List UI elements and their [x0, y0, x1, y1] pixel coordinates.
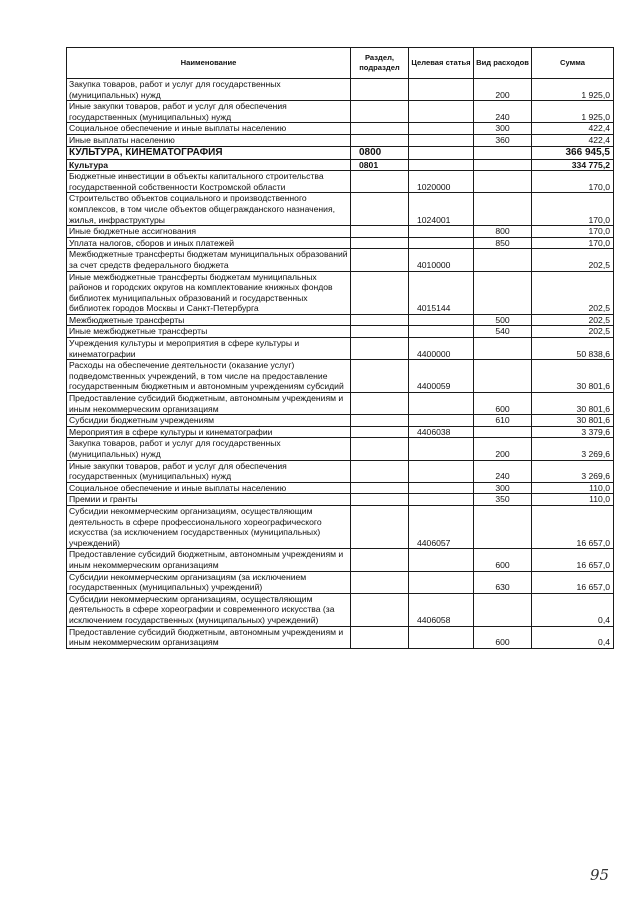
cell-name: Учреждения культуры и мероприятия в сфере культуры и кинематографии	[67, 338, 351, 360]
cell-name: Культура	[67, 159, 351, 171]
table-row	[67, 438, 614, 460]
cell-name: Строительство объектов социального и производственного комплексов, в том числе объектов общегражданского назначения, жилья, инфраструктуры	[67, 193, 351, 226]
cell-section: 0800	[351, 146, 409, 159]
cell-amount: 202,5	[532, 326, 614, 338]
cell-section	[351, 226, 409, 238]
table-row	[67, 415, 614, 427]
cell-section	[351, 460, 409, 482]
cell-name: Социальное обеспечение и иные выплаты населению	[67, 482, 351, 494]
cell-target	[409, 101, 474, 123]
cell-name: Премии и гранты	[67, 494, 351, 506]
cell-section	[351, 326, 409, 338]
cell-name: Социальное обеспечение и иные выплаты населению	[67, 123, 351, 135]
cell-type	[474, 360, 532, 393]
cell-amount: 170,0	[532, 237, 614, 249]
cell-name: Иные бюджетные ассигнования	[67, 226, 351, 238]
cell-name: Субсидии некоммерческим организациям (за исключением государственных (муниципальных) учреждений)	[67, 571, 351, 593]
header-section: Раздел, подраздел	[351, 48, 409, 79]
table-row	[67, 626, 614, 648]
table-row	[67, 79, 614, 101]
header-amount: Сумма	[532, 48, 614, 79]
table-row	[67, 338, 614, 360]
cell-amount: 422,4	[532, 123, 614, 135]
cell-name: Иные закупки товаров, работ и услуг для обеспечения государственных (муниципальных) нужд	[67, 460, 351, 482]
cell-amount: 3 269,6	[532, 460, 614, 482]
cell-type	[474, 193, 532, 226]
cell-amount: 3 379,6	[532, 426, 614, 438]
cell-section	[351, 426, 409, 438]
cell-target	[409, 226, 474, 238]
cell-section	[351, 482, 409, 494]
cell-amount: 30 801,6	[532, 393, 614, 415]
cell-type: 600	[474, 549, 532, 571]
cell-name: Мероприятия в сфере культуры и кинематографии	[67, 426, 351, 438]
cell-amount: 110,0	[532, 494, 614, 506]
cell-target: 4015144	[409, 271, 474, 314]
cell-section	[351, 134, 409, 146]
header-name: Наименование	[67, 48, 351, 79]
table-row	[67, 593, 614, 626]
cell-type: 300	[474, 482, 532, 494]
cell-section	[351, 626, 409, 648]
cell-amount: 202,5	[532, 314, 614, 326]
table-row	[67, 171, 614, 193]
cell-amount: 1 925,0	[532, 101, 614, 123]
cell-section	[351, 314, 409, 326]
cell-type: 800	[474, 226, 532, 238]
cell-name: Закупка товаров, работ и услуг для государственных (муниципальных) нужд	[67, 438, 351, 460]
cell-type: 240	[474, 101, 532, 123]
cell-target	[409, 314, 474, 326]
table-row	[67, 482, 614, 494]
cell-amount: 202,5	[532, 249, 614, 271]
table-row	[67, 505, 614, 548]
cell-target	[409, 146, 474, 159]
cell-name: Предоставление субсидий бюджетным, автономным учреждениям и иным некоммерческим организациям	[67, 626, 351, 648]
cell-amount: 1 925,0	[532, 79, 614, 101]
cell-type: 200	[474, 79, 532, 101]
budget-table	[66, 47, 614, 649]
cell-section	[351, 338, 409, 360]
table-row	[67, 146, 614, 159]
cell-type	[474, 505, 532, 548]
cell-target	[409, 626, 474, 648]
cell-target	[409, 438, 474, 460]
table-row	[67, 123, 614, 135]
cell-section	[351, 237, 409, 249]
cell-target	[409, 134, 474, 146]
cell-type	[474, 249, 532, 271]
cell-name: Предоставление субсидий бюджетным, автономным учреждениям и иным некоммерческим организациям	[67, 549, 351, 571]
table-row	[67, 393, 614, 415]
cell-section	[351, 593, 409, 626]
cell-target	[409, 549, 474, 571]
cell-section	[351, 79, 409, 101]
header-target: Целевая статья	[409, 48, 474, 79]
cell-name: Иные межбюджетные трансферты	[67, 326, 351, 338]
cell-target	[409, 494, 474, 506]
cell-target: 4406058	[409, 593, 474, 626]
cell-section	[351, 193, 409, 226]
cell-section	[351, 360, 409, 393]
cell-amount: 170,0	[532, 193, 614, 226]
cell-target	[409, 571, 474, 593]
table-row	[67, 226, 614, 238]
cell-amount: 334 775,2	[532, 159, 614, 171]
cell-target	[409, 415, 474, 427]
cell-type	[474, 338, 532, 360]
table-row	[67, 134, 614, 146]
header-type: Вид расходов	[474, 48, 532, 79]
cell-type	[474, 271, 532, 314]
cell-name: Предоставление субсидий бюджетным, автономным учреждениям и иным некоммерческим организациям	[67, 393, 351, 415]
cell-target: 4406038	[409, 426, 474, 438]
cell-amount: 170,0	[532, 171, 614, 193]
cell-type: 610	[474, 415, 532, 427]
cell-target: 1020000	[409, 171, 474, 193]
table-row	[67, 326, 614, 338]
cell-target: 4010000	[409, 249, 474, 271]
cell-target: 1024001	[409, 193, 474, 226]
document-page	[66, 47, 613, 649]
table-row	[67, 314, 614, 326]
cell-type: 630	[474, 571, 532, 593]
cell-type: 540	[474, 326, 532, 338]
cell-type: 300	[474, 123, 532, 135]
cell-name: Бюджетные инвестиции в объекты капитального строительства государственной собственности Костромской области	[67, 171, 351, 193]
cell-name: Расходы на обеспечение деятельности (оказание услуг) подведомственных учреждений, в том числе на предоставление государственным бюджетным и автономным учреждениям субсидий	[67, 360, 351, 393]
cell-type: 850	[474, 237, 532, 249]
cell-section	[351, 271, 409, 314]
cell-target	[409, 159, 474, 171]
cell-name: Уплата налогов, сборов и иных платежей	[67, 237, 351, 249]
cell-amount: 422,4	[532, 134, 614, 146]
cell-name: Иные закупки товаров, работ и услуг для обеспечения государственных (муниципальных) нужд	[67, 101, 351, 123]
table-row	[67, 249, 614, 271]
cell-name: Межбюджетные трансферты	[67, 314, 351, 326]
table-row	[67, 426, 614, 438]
cell-amount: 0,4	[532, 593, 614, 626]
cell-section	[351, 249, 409, 271]
table-row	[67, 571, 614, 593]
header-row	[67, 48, 614, 79]
cell-amount: 170,0	[532, 226, 614, 238]
cell-target	[409, 237, 474, 249]
cell-name: Иные межбюджетные трансферты бюджетам муниципальных районов и городских округов на комплектование книжных фондов библиотек муниципальных образований и государственных библиотек городов Москвы и Санкт-Петербурга	[67, 271, 351, 314]
cell-target	[409, 393, 474, 415]
cell-name: Закупка товаров, работ и услуг для государственных (муниципальных) нужд	[67, 79, 351, 101]
cell-target	[409, 79, 474, 101]
cell-amount: 50 838,6	[532, 338, 614, 360]
cell-target: 4400059	[409, 360, 474, 393]
cell-amount: 366 945,5	[532, 146, 614, 159]
cell-section: 0801	[351, 159, 409, 171]
cell-amount: 16 657,0	[532, 571, 614, 593]
table-row	[67, 494, 614, 506]
cell-name: Субсидии некоммерческим организациям, осуществляющим деятельность в сфере хореографии и современного искусства (за исключением государственных (муниципальных) учреждений)	[67, 593, 351, 626]
cell-target: 4406057	[409, 505, 474, 548]
cell-amount: 3 269,6	[532, 438, 614, 460]
cell-type	[474, 159, 532, 171]
table-body	[67, 79, 614, 649]
table-row	[67, 360, 614, 393]
cell-amount: 110,0	[532, 482, 614, 494]
cell-section	[351, 101, 409, 123]
table-row	[67, 460, 614, 482]
cell-target	[409, 326, 474, 338]
cell-name: КУЛЬТУРА, КИНЕМАТОГРАФИЯ	[67, 146, 351, 159]
cell-type: 200	[474, 438, 532, 460]
table-row	[67, 159, 614, 171]
table-row	[67, 271, 614, 314]
cell-name: Иные выплаты населению	[67, 134, 351, 146]
cell-type: 240	[474, 460, 532, 482]
cell-type: 600	[474, 626, 532, 648]
cell-type: 500	[474, 314, 532, 326]
cell-amount: 16 657,0	[532, 549, 614, 571]
page-number: 95	[590, 866, 610, 884]
cell-type	[474, 426, 532, 438]
cell-type: 360	[474, 134, 532, 146]
table-row	[67, 101, 614, 123]
cell-section	[351, 171, 409, 193]
table-row	[67, 193, 614, 226]
cell-target	[409, 460, 474, 482]
cell-target	[409, 123, 474, 135]
cell-section	[351, 123, 409, 135]
cell-amount: 16 657,0	[532, 505, 614, 548]
cell-amount: 30 801,6	[532, 360, 614, 393]
cell-name: Субсидии некоммерческим организациям, осуществляющим деятельность в сфере профессионального хореографического искусства (за исключением государственных (муниципальных) учреждений)	[67, 505, 351, 548]
cell-target: 4400000	[409, 338, 474, 360]
cell-section	[351, 393, 409, 415]
cell-amount: 0,4	[532, 626, 614, 648]
cell-section	[351, 571, 409, 593]
table-row	[67, 237, 614, 249]
cell-section	[351, 549, 409, 571]
cell-section	[351, 415, 409, 427]
cell-type: 350	[474, 494, 532, 506]
cell-amount: 202,5	[532, 271, 614, 314]
cell-amount: 30 801,6	[532, 415, 614, 427]
cell-target	[409, 482, 474, 494]
cell-name: Межбюджетные трансферты бюджетам муниципальных образований за счет средств федерального бюджета	[67, 249, 351, 271]
table-row	[67, 549, 614, 571]
cell-type: 600	[474, 393, 532, 415]
cell-name: Субсидии бюджетным учреждениям	[67, 415, 351, 427]
cell-type	[474, 593, 532, 626]
cell-type	[474, 171, 532, 193]
cell-section	[351, 494, 409, 506]
cell-section	[351, 505, 409, 548]
cell-section	[351, 438, 409, 460]
cell-type	[474, 146, 532, 159]
